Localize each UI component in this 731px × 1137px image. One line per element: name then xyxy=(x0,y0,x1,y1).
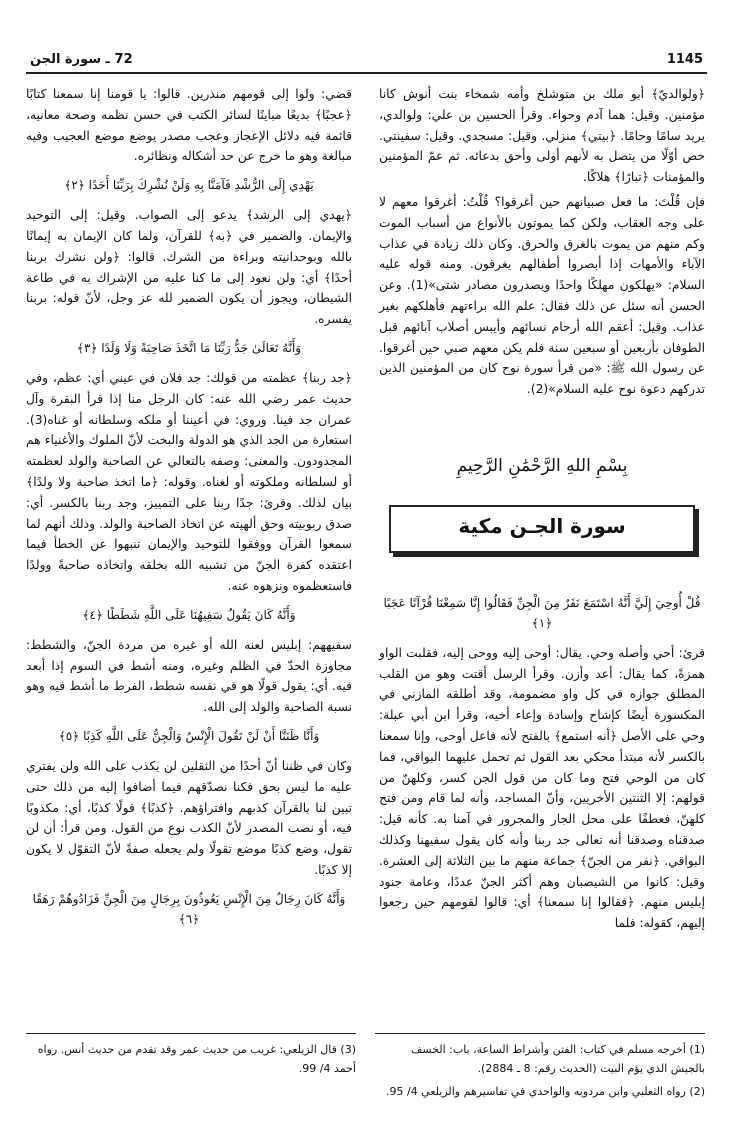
left-column xyxy=(26,84,352,939)
commentary-paragraph: ﴿ولوالديّ﴾ أبو ملك بن متوشلخ وأمه شمخاء بنت أنوش كانا مؤمنين. وقيل: هما آدم وحواء. وقرأ الحسين بن علي: ولوالدي، يريد سامًا وحامًا. ﴿بيتي﴾ منزلي. وقيل: مسجدي. وقيل: سفينتي. خص أوّلًا من يتصل به لأنهم أولى وأحق بدعائه. ثم عمّ المؤمنين والمؤمنات ﴿تبارًا﴾ هلاكًا. xyxy=(379,87,705,185)
footnote: (2) رواه الثعلبي وابن مردويه والواحدي في تفاسيرهم والزيلعي 4/ 95. xyxy=(385,1085,705,1098)
commentary-paragraph: ﴿يهدي إلى الرشد﴾ يدعو إلى الصواب. وقيل: إلى التوحيد والإيمان. والضمير في ﴿به﴾ للقرآن، ولما كان الإيمان به إيمانًا بالله وبوحدانيته وبراءة من الشرك. قالوا: ﴿ولن نشرك بربنا أحدًا﴾ أي: ولن نعود إلى ما كنا عليه من الإشراك به في طاعة الشيطان، ويجوز أن يكون الضمير لله عز وجل، لأنّ قوله: بربنا يفسره. xyxy=(26,208,352,327)
quran-verse: وَأَنَّهُ تَعَالَىٰ جَدُّ رَبِّنَا مَا اتَّخَذَ صَاحِبَةً وَلَا وَلَدًا ﴿٣﴾ xyxy=(76,340,302,355)
footnote-rule-right xyxy=(375,1033,705,1034)
header-rule xyxy=(26,72,707,74)
commentary-paragraph: سفيههم: إبليس لعنه الله أو غيره من مردة الجنّ، والشطط: مجاوزة الحدّ في الظلم وغيره، ومنه أشط في السوم إذا أبعد فيه. أي: يقول قولًا هو في نفسه شطط، الفرط ما أشط فيه وهو نسبة الصاحبة والولد إلى الله. xyxy=(26,637,352,715)
commentary-paragraph: وكان في ظننا أنّ أحدًا من الثقلين لن يكذب على الله ولن يفتري عليه ما ليس بحق فكنا نصدّقهم فيما أضافوا إليه من ذلك حتى تبين لنا بالقرآن كذبهم وافتراؤهم. ﴿كذبًا﴾ قولًا كذبًا، أي: مكذوبًا فيه، أو نصب المصدر لأنّ الكذب نوع من القول. ومن قرأ: أن لن تقول، وضع كذبًا موضع تقولًا ولم يجعله صفةً لأنّ التقوّل لا يكون إلا كذبًا. xyxy=(26,758,352,877)
commentary-paragraph: فإن قُلْتَ: ما فعل صبيانهم حين أغرقوا؟ قُلْتُ: أغرقوا معهم لا على وجه العقاب، ولكن كما يموتون بالأنواع من أسباب الموت وكم منهم من يموت بالغرق والحرق. وكان ذلك زيادة في عذاب الآباء والأمهات إذا أبصروا أطفالهم يغرقون. ومنه قوله عليه السلام: «يهلكون مهلكًا واحدًا ويصدرون مصادر شتى»(1). وعن الحسن أنه سئل عن ذلك فقال: علم الله براءتهم فأهلكهم بغير عذاب. وقيل: أعقم الله أرحام نسائهم وأيبس أصلاب آبائهم قبل الطوفان بأربعين أو سبعين سنة فلم يكن معهم صبي حين أغرقوا. عن رسول الله ﷺ: «من قرأ سورة نوح كان من المؤمنين الذين تدركهم دعوة نوح عليه السلام»(2). xyxy=(379,194,705,397)
footnote: (3) قال الزيلعي: غريب من حديث عمر وقد تقدم من حديث أنس. رواه أحمد 4/ 99. xyxy=(37,1043,356,1075)
commentary-paragraph: قضي: ولوا إلى قومهم منذرين. قالوا: يا قومنا إنا سمعنا كتابًا ﴿عجبًا﴾ بديعًا مباينًا لسائر الكتب في حسن نظمه وصحة معانيه، قائمة فيه دلائل الإعجاز وعجب مصدر يوضع موضع العجيب وفيه مبالغة وهو ما خرج عن حد أشكاله ونظائره. xyxy=(26,87,352,164)
commentary-paragraph: ﴿جد ربنا﴾ عظمته من قولك: جد فلان في عيني أي: عظم، وفي حديث عمر رضي الله عنه: كان الرجل منا إذا قرأ البقرة وآل عمران جد فينا. وروي: في أعيننا أو ملكه وسلطانه أو غناه(3). استعارة من الجد الذي هو الدولة والبخت لأنّ الملوك والأغنياء هم المجدودون. والمعنى: وصفه بالتعالي عن الصاحبة والولد لعظمته أو لسلطانه وملكوته أو لغناه. وقوله: ﴿ما اتخذ صاحبة ولا ولدًا﴾ بيان لذلك. وقرئ: جدًا ربنا على التمييز، وجد ربنا بالكسر. أي: صدق ربوبيته وحق ألهيته عن اتخاذ الصاحبة والولد. وذلك أنهم لما سمعوا القرآن ووفقوا للتوحيد والإيمان تنبهوا عن الخطأ فيما اعتقده كفرة الجنّ من تشبيه الله بخلقه واتخاذه صاحبةً وولدًا فاستعظموه ونزهوه عنه. xyxy=(26,370,352,593)
surah-heading-box xyxy=(389,505,695,553)
footnotes-right xyxy=(375,1040,705,1105)
commentary-paragraph: قرئ: أحي وأصله وحي. يقال: أوحى إليه ووحى إليه، فقلبت الواو همزةً، كما يقال: أعد وأزن. وقرأ الرسل أقتت وهو من القلب المطلق جوازه في كل واو مضمومة، وقد أطلقه المازني في المكسورة أيضًا كإشاح وإسادة وإعاء أخيه، وقرأ ابن أبي عبلة: وحي على الأصل ﴿أنه استمع﴾ بالفتح لأنه فاعل أوحى، وإنا سمعنا بالكسر لأنه مبتدأ محكي بعد القول ثم تحمل عليهما البواقي، فما كان من الوحي فتح وما كان من قول الجن كسر، وكلهنّ من قولهم: إلا الثنتين الأخريين، وأنّ المساجد، وأنه لما قام ومن فتح كلهنّ، فعطفًا على محل الجار والمجرور في آمنا به. كأنه قيل: صدقناه وصدقنا أنه تعالى جد ربنا وأنه كان يقول سفيهنا وكذلك البواقي. ﴿نفر من الجنّ﴾ جماعة منهم ما بين الثلاثة إلى العشرة. وقيل: كانوا من الشيصبان وهم أكثر الجنّ عددًا، وعامة جنود إبليس منهم. ﴿فقالوا إنا سمعنا﴾ أي: قالوا لقومهم حين رجعوا إليهم، كقوله: فلما xyxy=(379,645,705,931)
quran-verse: وَأَنَّهُ كَانَ يَقُولُ سَفِيهُنَا عَلَى اللَّهِ شَطَطًا ﴿٤﴾ xyxy=(82,607,296,622)
page-header xyxy=(26,48,707,74)
page-number: 1145 xyxy=(666,52,703,67)
footnote-rule-left xyxy=(26,1033,356,1034)
running-surah-title: 72 ـ سورة الجن xyxy=(30,52,133,67)
footnote: (1) أخرجه مسلم في كتاب: الفتن وأشراط الساعة، باب: الخسف بالجيش الذي يؤم البيت (الحديث رقم: 8 ـ 2884). xyxy=(410,1043,705,1075)
quran-verse: قُلْ أُوحِيَ إِلَيَّ أَنَّهُ اسْتَمَعَ نَفَرٌ مِنَ الْجِنِّ فَقَالُوا إِنَّا سَمِعْنَا قُرْآنًا عَجَبًا ﴿١﴾ xyxy=(383,595,701,630)
footnotes-left xyxy=(26,1040,356,1082)
surah-heading: سورة الجـن مكية xyxy=(458,513,626,538)
quran-verse: يَهْدِي إِلَى الرُّشْدِ فَآمَنَّا بِهِ وَلَنْ نُشْرِكَ بِرَبِّنَا أَحَدًا ﴿٢﴾ xyxy=(64,178,314,193)
quran-verse: وَأَنَّهُ كَانَ رِجَالٌ مِنَ الْإِنْسِ يَعُوذُونَ بِرِجَالٍ مِنَ الْجِنِّ فَزَادُوهُمْ رَهَقًا ﴿٦﴾ xyxy=(32,891,346,926)
basmala: بِسْمِ اللهِ الرَّحْمَٰنِ الرَّحِيمِ xyxy=(456,455,628,476)
right-column xyxy=(379,84,705,938)
quran-verse: وَأَنَّا ظَنَنَّا أَنْ لَنْ تَقُولَ الْإِنْسُ وَالْجِنُّ عَلَى اللَّهِ كَذِبًا ﴿٥﴾ xyxy=(58,728,320,743)
